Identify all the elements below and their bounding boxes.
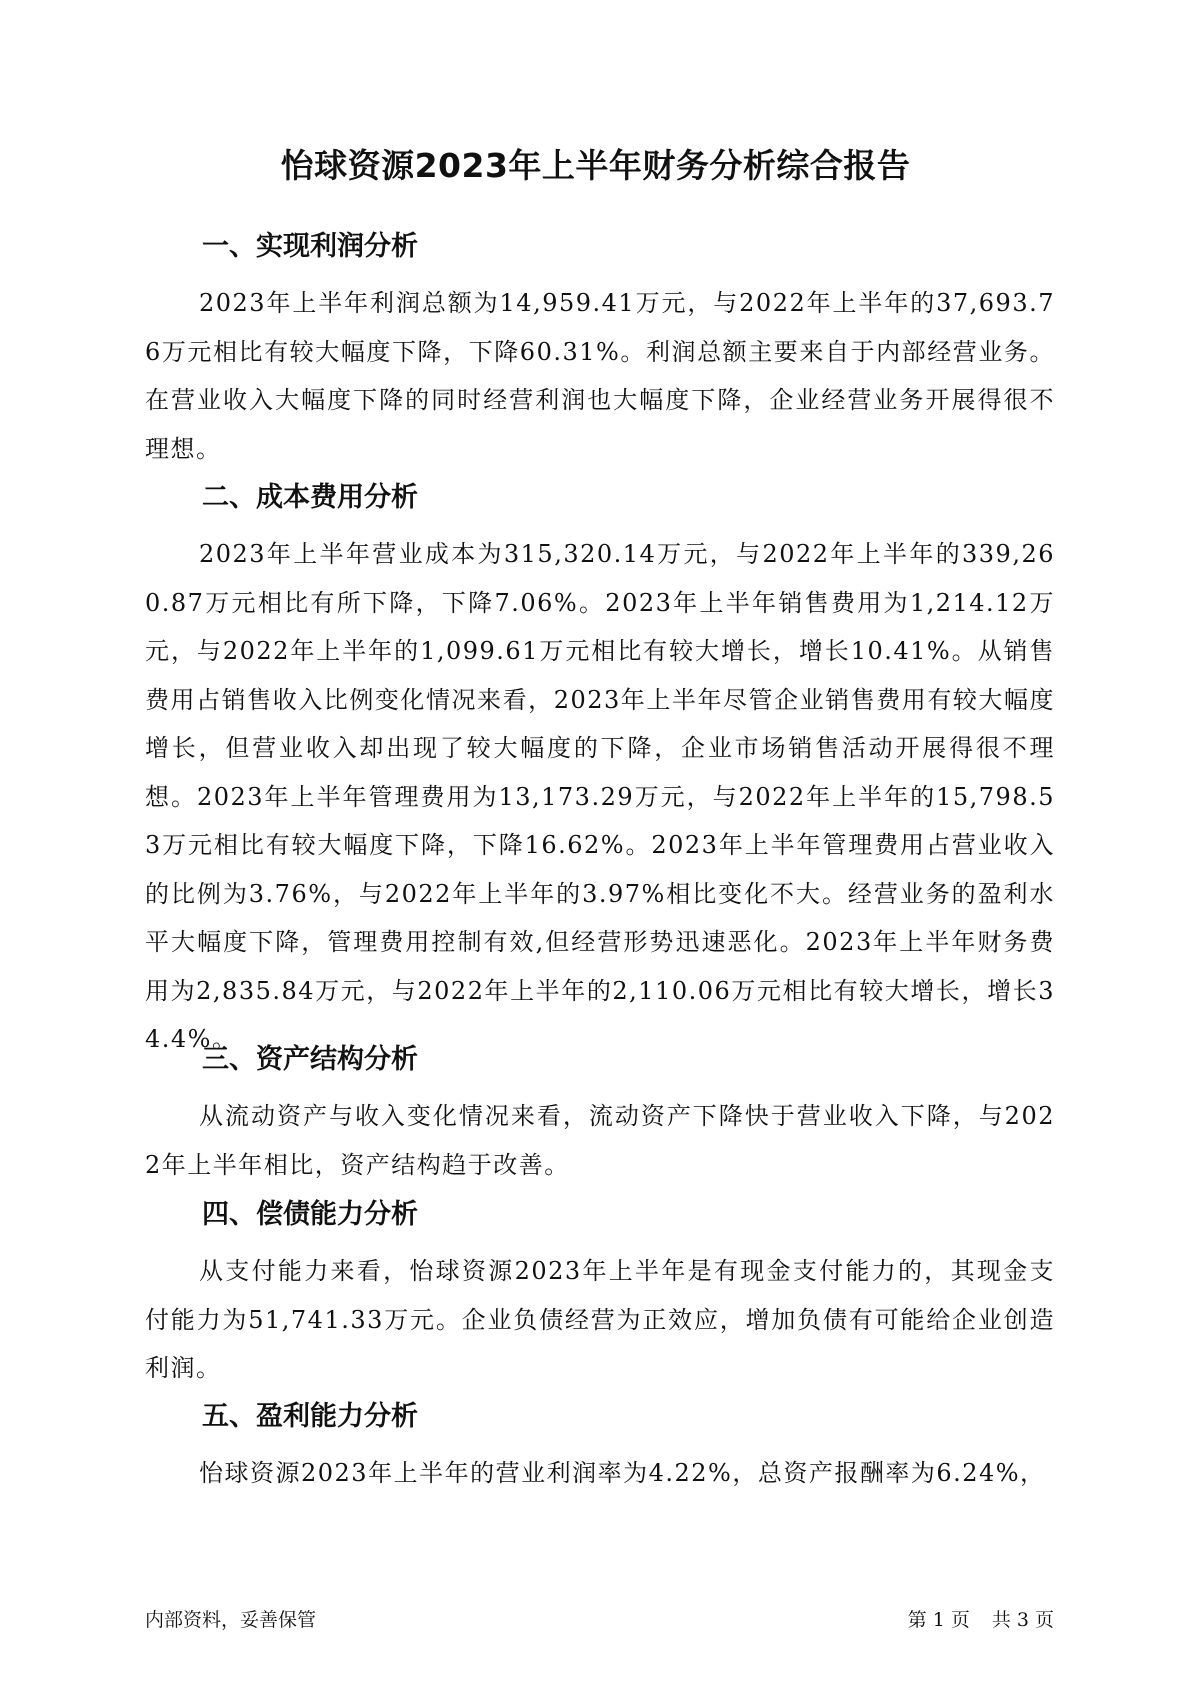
footer-page-info	[908, 1608, 1054, 1632]
footer-page-number: 第 1 页	[907, 1609, 970, 1631]
section-heading: 二、成本费用分析	[202, 482, 418, 513]
section-paragraph: 2023年上半年利润总额为14,959.41万元，与2022年上半年的37,693.76万元相比有较大幅度下降，下降60.31%。利润总额主要来自于内部经营业务。在营业收入大幅度下降的同时经营利润也大幅度下降，企业经营业务开展得很不理想。	[145, 289, 1055, 463]
section-solvency-analysis	[145, 1195, 1055, 1393]
section-profitability-analysis	[145, 1397, 1055, 1498]
footer-confidential-note: 内部资料，妥善保管	[145, 1609, 317, 1631]
section-heading: 五、盈利能力分析	[202, 1401, 418, 1432]
section-cost-analysis	[145, 478, 1055, 1064]
section-paragraph: 从流动资产与收入变化情况来看，流动资产下降快于营业收入下降，与2022年上半年相比，资产结构趋于改善。	[145, 1102, 1055, 1179]
section-asset-structure-analysis	[145, 1040, 1055, 1189]
section-profit-analysis	[145, 227, 1055, 473]
section-paragraph: 怡球资源2023年上半年的营业利润率为4.22%，总资产报酬率为6.24%，	[199, 1459, 1046, 1487]
section-heading: 一、实现利润分析	[202, 231, 418, 262]
section-heading: 四、偿债能力分析	[202, 1199, 418, 1230]
footer-page-total: 共 3 页	[991, 1609, 1054, 1631]
section-paragraph: 从支付能力来看，怡球资源2023年上半年是有现金支付能力的，其现金支付能力为51,741.33万元。企业负债经营为正效应，增加负债有可能给企业创造利润。	[145, 1257, 1055, 1382]
section-paragraph: 2023年上半年营业成本为315,320.14万元，与2022年上半年的339,260.87万元相比有所下降，下降7.06%。2023年上半年销售费用为1,214.12万元，与2022年上半年的1,099.61万元相比有较大增长，增长10.41%。从销售费用占销售收入比例变化情况来看，2023年上半年尽管企业销售费用有较大幅度增长，但营业收入却出现了较大幅度的下降，企业市场销售活动开展得很不理想。2023年上半年管理费用为13,173.29万元，与2022年上半年的15,798.53万元相比有较大幅度下降，下降16.62%。2023年上半年管理费用占营业收入的比例为3.76%，与2022年上半年的3.97%相比变化不大。经营业务的盈利水平大幅度下降，管理费用控制有效,但经营形势迅速恶化。2023年上半年财务费用为2,835.84万元，与2022年上半年的2,110.06万元相比有较大增长，增长34.4%。	[145, 540, 1055, 1053]
section-heading: 三、资产结构分析	[202, 1044, 418, 1075]
document-title: 怡球资源2023年上半年财务分析综合报告	[280, 146, 911, 185]
